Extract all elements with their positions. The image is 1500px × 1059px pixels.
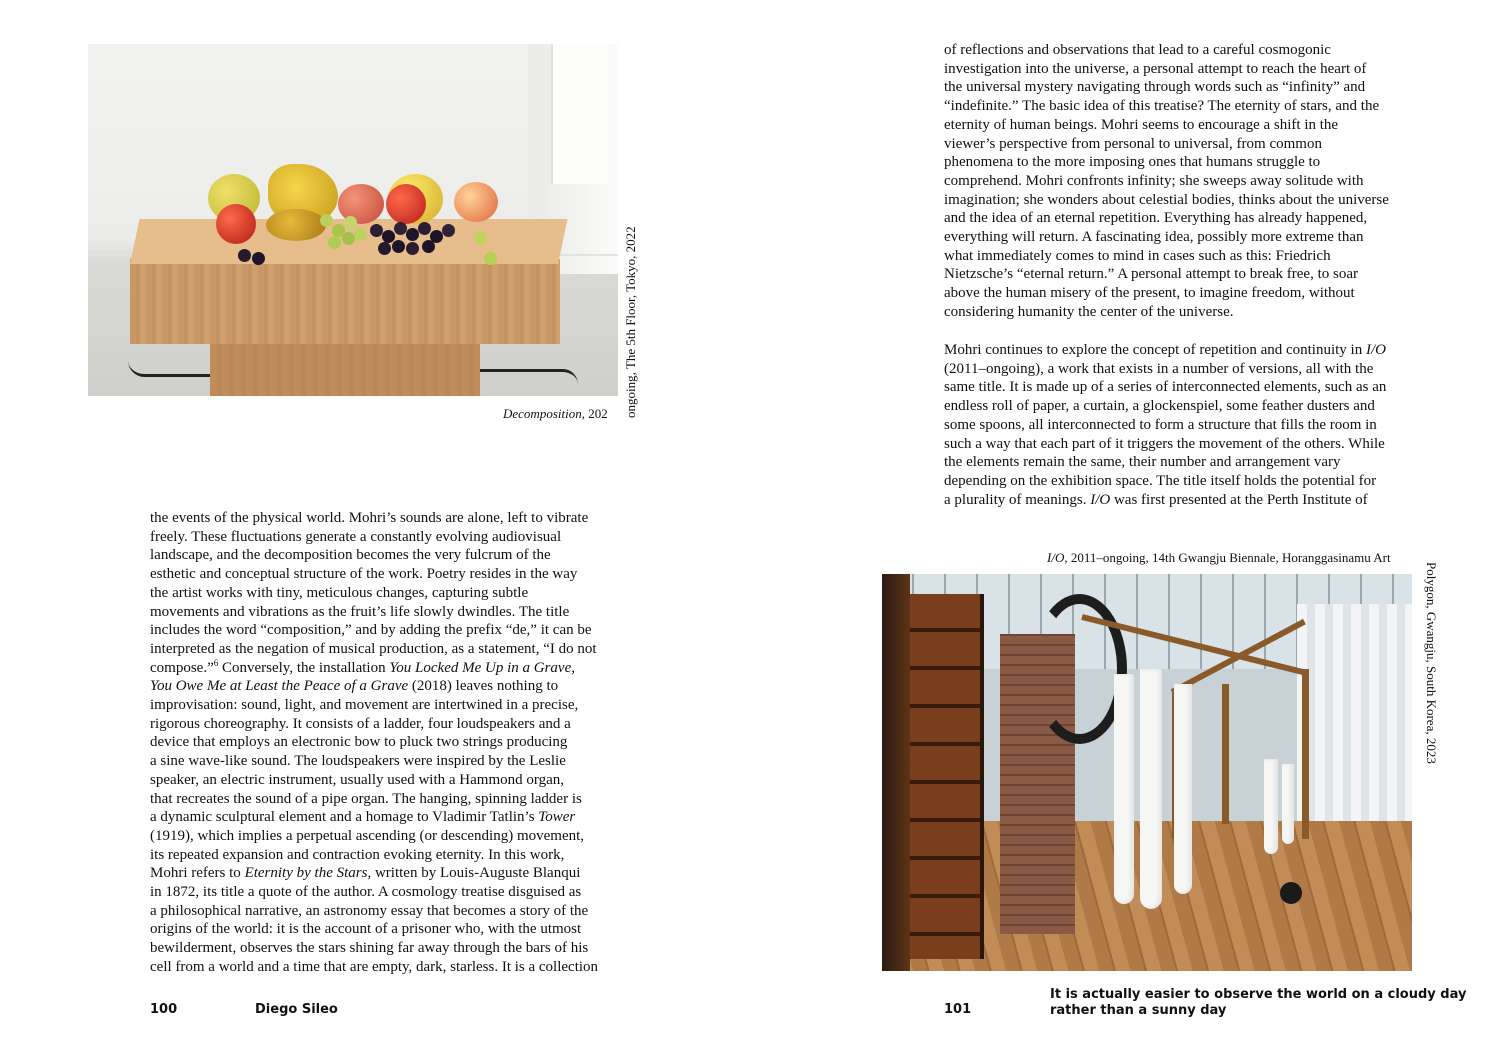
running-head-line: rather than a sunny day [1050,1003,1227,1018]
io-caption-title: I/O [1047,550,1065,565]
text-line: imagination; she wonders about celestial bodies, thinks about the universe [944,191,1389,208]
text-line: viewer’s perspective from personal to universal, from common [944,135,1322,152]
text-line: what immediately comes to mind in cases such as this: Friedrich [944,247,1331,264]
text-line: comprehend. Mohri confronts infinity; she sweeps away solitude with [944,172,1364,189]
text-fragment: a dynamic sculptural element and a homage to Vladimir Tatlin’s [150,809,539,826]
text-line: of reflections and observations that lead to a careful cosmogonic [944,42,1331,58]
text-line: depending on the exhibition space. The title itself holds the potential for [944,472,1377,489]
work-title: Tower [538,809,576,826]
text-line: “indefinite.” The basic idea of this treatise? The eternity of stars, and the [944,98,1380,115]
text-line: device that employs an electronic bow to pluck two strings producing [150,734,568,751]
text-line: (2011–ongoing), a work that exists in a number of versions, all with the [944,360,1374,377]
work-title: I/O [1365,342,1386,358]
text-line: landscape, and the decomposition becomes the very fulcrum of the [150,547,551,564]
io-installation-photo [882,574,1412,971]
text-fragment: Mohri continues to explore the concept of repetition and continuity in [944,342,1366,358]
text-line: eternity of human beings. Mohri seems to encourage a shift in the [944,116,1339,133]
text-fragment: a plurality of meanings. [944,491,1091,508]
text-fragment: compose.” [150,659,214,676]
text-line [150,864,598,883]
right-body-text-para1 [944,41,1389,322]
text-line: bewilderment, observes the stars shining far away through the bars of his [150,940,589,957]
text-line: its repeated expansion and contraction evoking eternity. In this work, [150,846,565,863]
text-line: (1919), which implies a perpetual ascending (or descending) movement, [150,827,585,844]
right-body-text-para2 [944,341,1386,509]
io-caption [1047,550,1391,566]
text-line: speaker, an electric instrument, usually used with a Hammond organ, [150,771,565,788]
text-line [944,491,1386,510]
text-line: esthetic and conceptual structure of the work. Poetry resides in the way [150,566,578,583]
text-line: the elements remain the same, their number and arrangement vary [944,454,1341,471]
text-line [944,341,1386,360]
decomposition-photo [88,44,618,396]
text-line: above the human misery of the present, to imagine freedom, without [944,285,1355,302]
text-line: movements and vibrations as the fruit’s life slowly dwindles. The title [150,603,570,620]
decomposition-caption-title: Decomposition [503,406,582,421]
text-line [150,659,598,678]
text-line [150,808,598,827]
running-head-line: It is actually easier to observe the world on a cloudy day [1050,987,1467,1002]
text-fragment: Conversely, the installation [218,659,390,676]
work-title: You Owe Me at Least the Peace of a Grave [150,678,409,695]
text-line: and the idea of an eternal repetition. Everything has already happened, [944,210,1368,227]
work-title: I/O [1090,491,1111,508]
text-line: improvisation: sound, light, and movement are intertwined in a precise, [150,697,579,714]
text-line: that recreates the sound of a pipe organ. The hanging, spinning ladder is [150,790,582,807]
text-line: some spoons, all interconnected to form a structure that fills the room in [944,416,1377,433]
text-line: everything will return. A fascinating idea, possibly more extreme than [944,229,1364,246]
text-line: investigation into the universe, a personal attempt to reach the heart of [944,60,1367,77]
text-fragment: was first presented at the Perth Institute of [1110,491,1368,508]
text-fragment: , written by Louis-Auguste Blanqui [367,865,581,882]
running-head [1050,987,1466,1019]
text-line: interpreted as the negation of musical production, as a statement, “I do not [150,640,597,657]
work-title: You Locked Me Up in a Grave, [389,659,575,676]
text-line: the universal mystery navigating through words such as “infinity” and [944,79,1366,96]
text-line: a philosophical narrative, an astronomy essay that becomes a story of the [150,902,589,919]
decomposition-caption-rest: , 202 [581,406,608,421]
text-line: in 1872, its title a quote of the author. A cosmology treatise disguised as [150,884,582,901]
text-line: the events of the physical world. Mohri’s sounds are alone, left to vibrate [150,510,589,526]
text-line: considering humanity the center of the universe. [944,303,1234,320]
text-line: phenomena to the more imposing ones that humans struggle to [944,154,1321,171]
text-line: a sine wave-like sound. The loudspeakers were inspired by the Leslie [150,753,566,770]
text-fragment: Mohri refers to [150,865,245,882]
text-line: endless roll of paper, a curtain, a glockenspiel, some feather dusters and [944,398,1375,415]
text-line: freely. These fluctuations generate a constantly evolving audiovisual [150,528,562,545]
left-body-text [150,509,598,977]
page-number-left: 100 [150,1002,178,1017]
text-line: Nietzsche’s “eternal return.” A personal attempt to break free, to soar [944,266,1358,283]
text-line: the artist works with tiny, meticulous changes, capturing subtle [150,584,529,601]
decomposition-caption [503,406,608,422]
io-caption-rest: , 2011–ongoing, 14th Gwangju Biennale, Horanggasinamu Art [1064,550,1391,565]
text-line: such a way that each part of it triggers the movement of the others. While [944,435,1385,452]
decomposition-vertical-caption: ongoing, The 5th Floor, Tokyo, 2022 [623,226,638,418]
author-name: Diego Sileo [255,1002,338,1017]
text-line [150,677,598,696]
work-title: Eternity by the Stars [244,865,368,882]
footnote-mark: 6 [213,657,219,668]
text-line: rigorous choreography. It consists of a ladder, four loudspeakers and a [150,715,571,732]
text-line: includes the word “composition,” and by adding the prefix “de,” it can be [150,622,592,639]
text-line: same title. It is made up of a series of interconnected elements, such as an [944,379,1387,396]
text-line: origins of the world: it is the account of a prisoner who, with the utmost [150,921,582,938]
text-line: cell from a world and a time that are empty, dark, starless. It is a collection [150,958,599,975]
right-page [750,0,1500,1059]
io-vertical-caption: Polygon, Gwangju, South Korea, 2023 [1424,562,1439,764]
page-number-right: 101 [944,1002,972,1017]
text-fragment: (2018) leaves nothing to [408,678,559,695]
